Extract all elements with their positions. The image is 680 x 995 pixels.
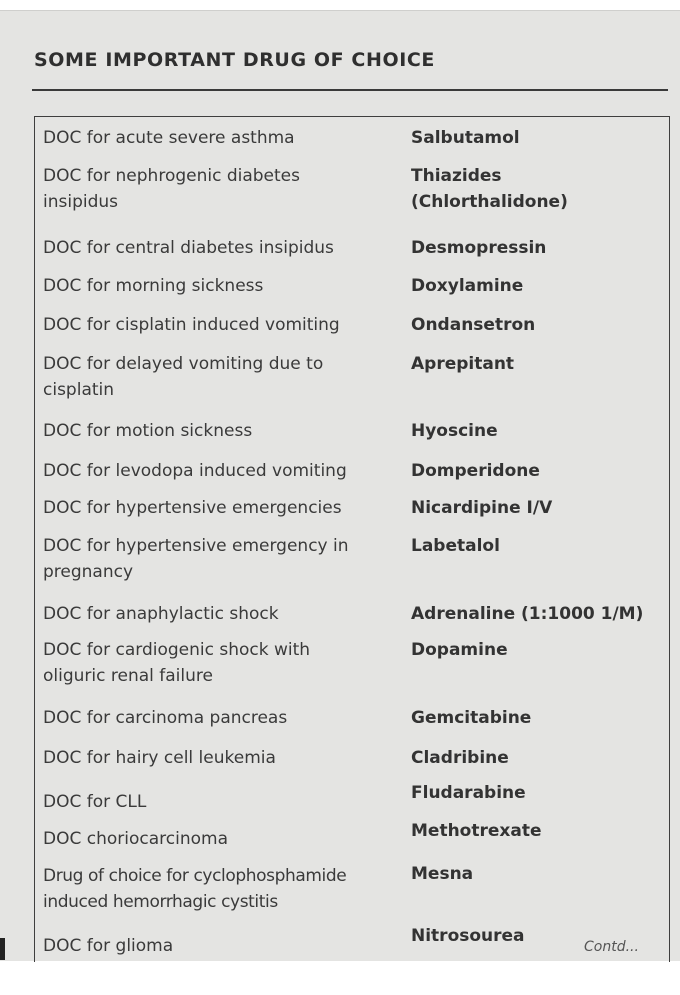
- drug-cell: Ondansetron: [411, 315, 536, 335]
- condition-cell: DOC for hairy cell leukemia: [43, 748, 276, 768]
- drug-cell: Labetalol: [411, 536, 500, 556]
- drug-cell: Hyoscine: [411, 421, 498, 441]
- condition-cell: DOC for cardiogenic shock with oliguric renal failure: [43, 640, 311, 686]
- drug-cell: Salbutamol: [411, 128, 520, 148]
- condition-cell: DOC for central diabetes insipidus: [43, 238, 334, 258]
- condition-cell: DOC for hypertensive emergency in pregnancy: [43, 536, 349, 582]
- drug-cell: Nicardipine I/V: [411, 498, 553, 518]
- document-page: [0, 10, 680, 961]
- drug-cell: Dopamine: [411, 640, 508, 660]
- condition-cell: DOC for hypertensive emergencies: [43, 498, 342, 518]
- drug-cell: Fludarabine: [411, 783, 526, 803]
- drug-cell: Doxylamine: [411, 276, 524, 296]
- condition-cell: DOC for morning sickness: [43, 276, 264, 296]
- condition-cell: DOC choriocarcinoma: [43, 829, 228, 849]
- condition-cell: DOC for carcinoma pancreas: [43, 708, 288, 728]
- drug-cell: Methotrexate: [411, 821, 542, 841]
- condition-cell: DOC for glioma: [43, 936, 174, 956]
- condition-cell: DOC for cisplatin induced vomiting: [43, 315, 340, 335]
- drug-cell: Aprepitant: [411, 354, 515, 374]
- heading-underline: [32, 89, 668, 91]
- drug-cell: Adrenaline (1:1000 1/M): [411, 604, 644, 624]
- drug-cell: Domperidone: [411, 461, 540, 481]
- condition-cell: DOC for delayed vomiting due to cisplatin: [43, 354, 324, 400]
- drug-cell: Thiazides (Chlorthalidone): [411, 166, 568, 212]
- drug-cell: Gemcitabine: [411, 708, 532, 728]
- page-heading: SOME IMPORTANT DRUG OF CHOICE: [34, 49, 436, 71]
- condition-cell: DOC for nephrogenic diabetes insipidus: [43, 166, 301, 212]
- condition-cell: DOC for acute severe asthma: [43, 128, 295, 148]
- drug-table: [34, 116, 670, 962]
- condition-cell: DOC for motion sickness: [43, 421, 253, 441]
- condition-cell: DOC for levodopa induced vomiting: [43, 461, 347, 481]
- drug-cell: Desmopressin: [411, 238, 547, 258]
- condition-cell: DOC for anaphylactic shock: [43, 604, 279, 624]
- condition-cell: Drug of choice for cyclophosphamide induced hemorrhagic cystitis: [43, 866, 347, 912]
- drug-cell: Nitrosourea: [411, 926, 525, 946]
- drug-cell: Mesna: [411, 864, 474, 884]
- condition-cell: DOC for CLL: [43, 792, 147, 812]
- page-edge-mark: [0, 938, 5, 960]
- drug-cell: Cladribine: [411, 748, 509, 768]
- continued-note: Contd...: [584, 939, 639, 955]
